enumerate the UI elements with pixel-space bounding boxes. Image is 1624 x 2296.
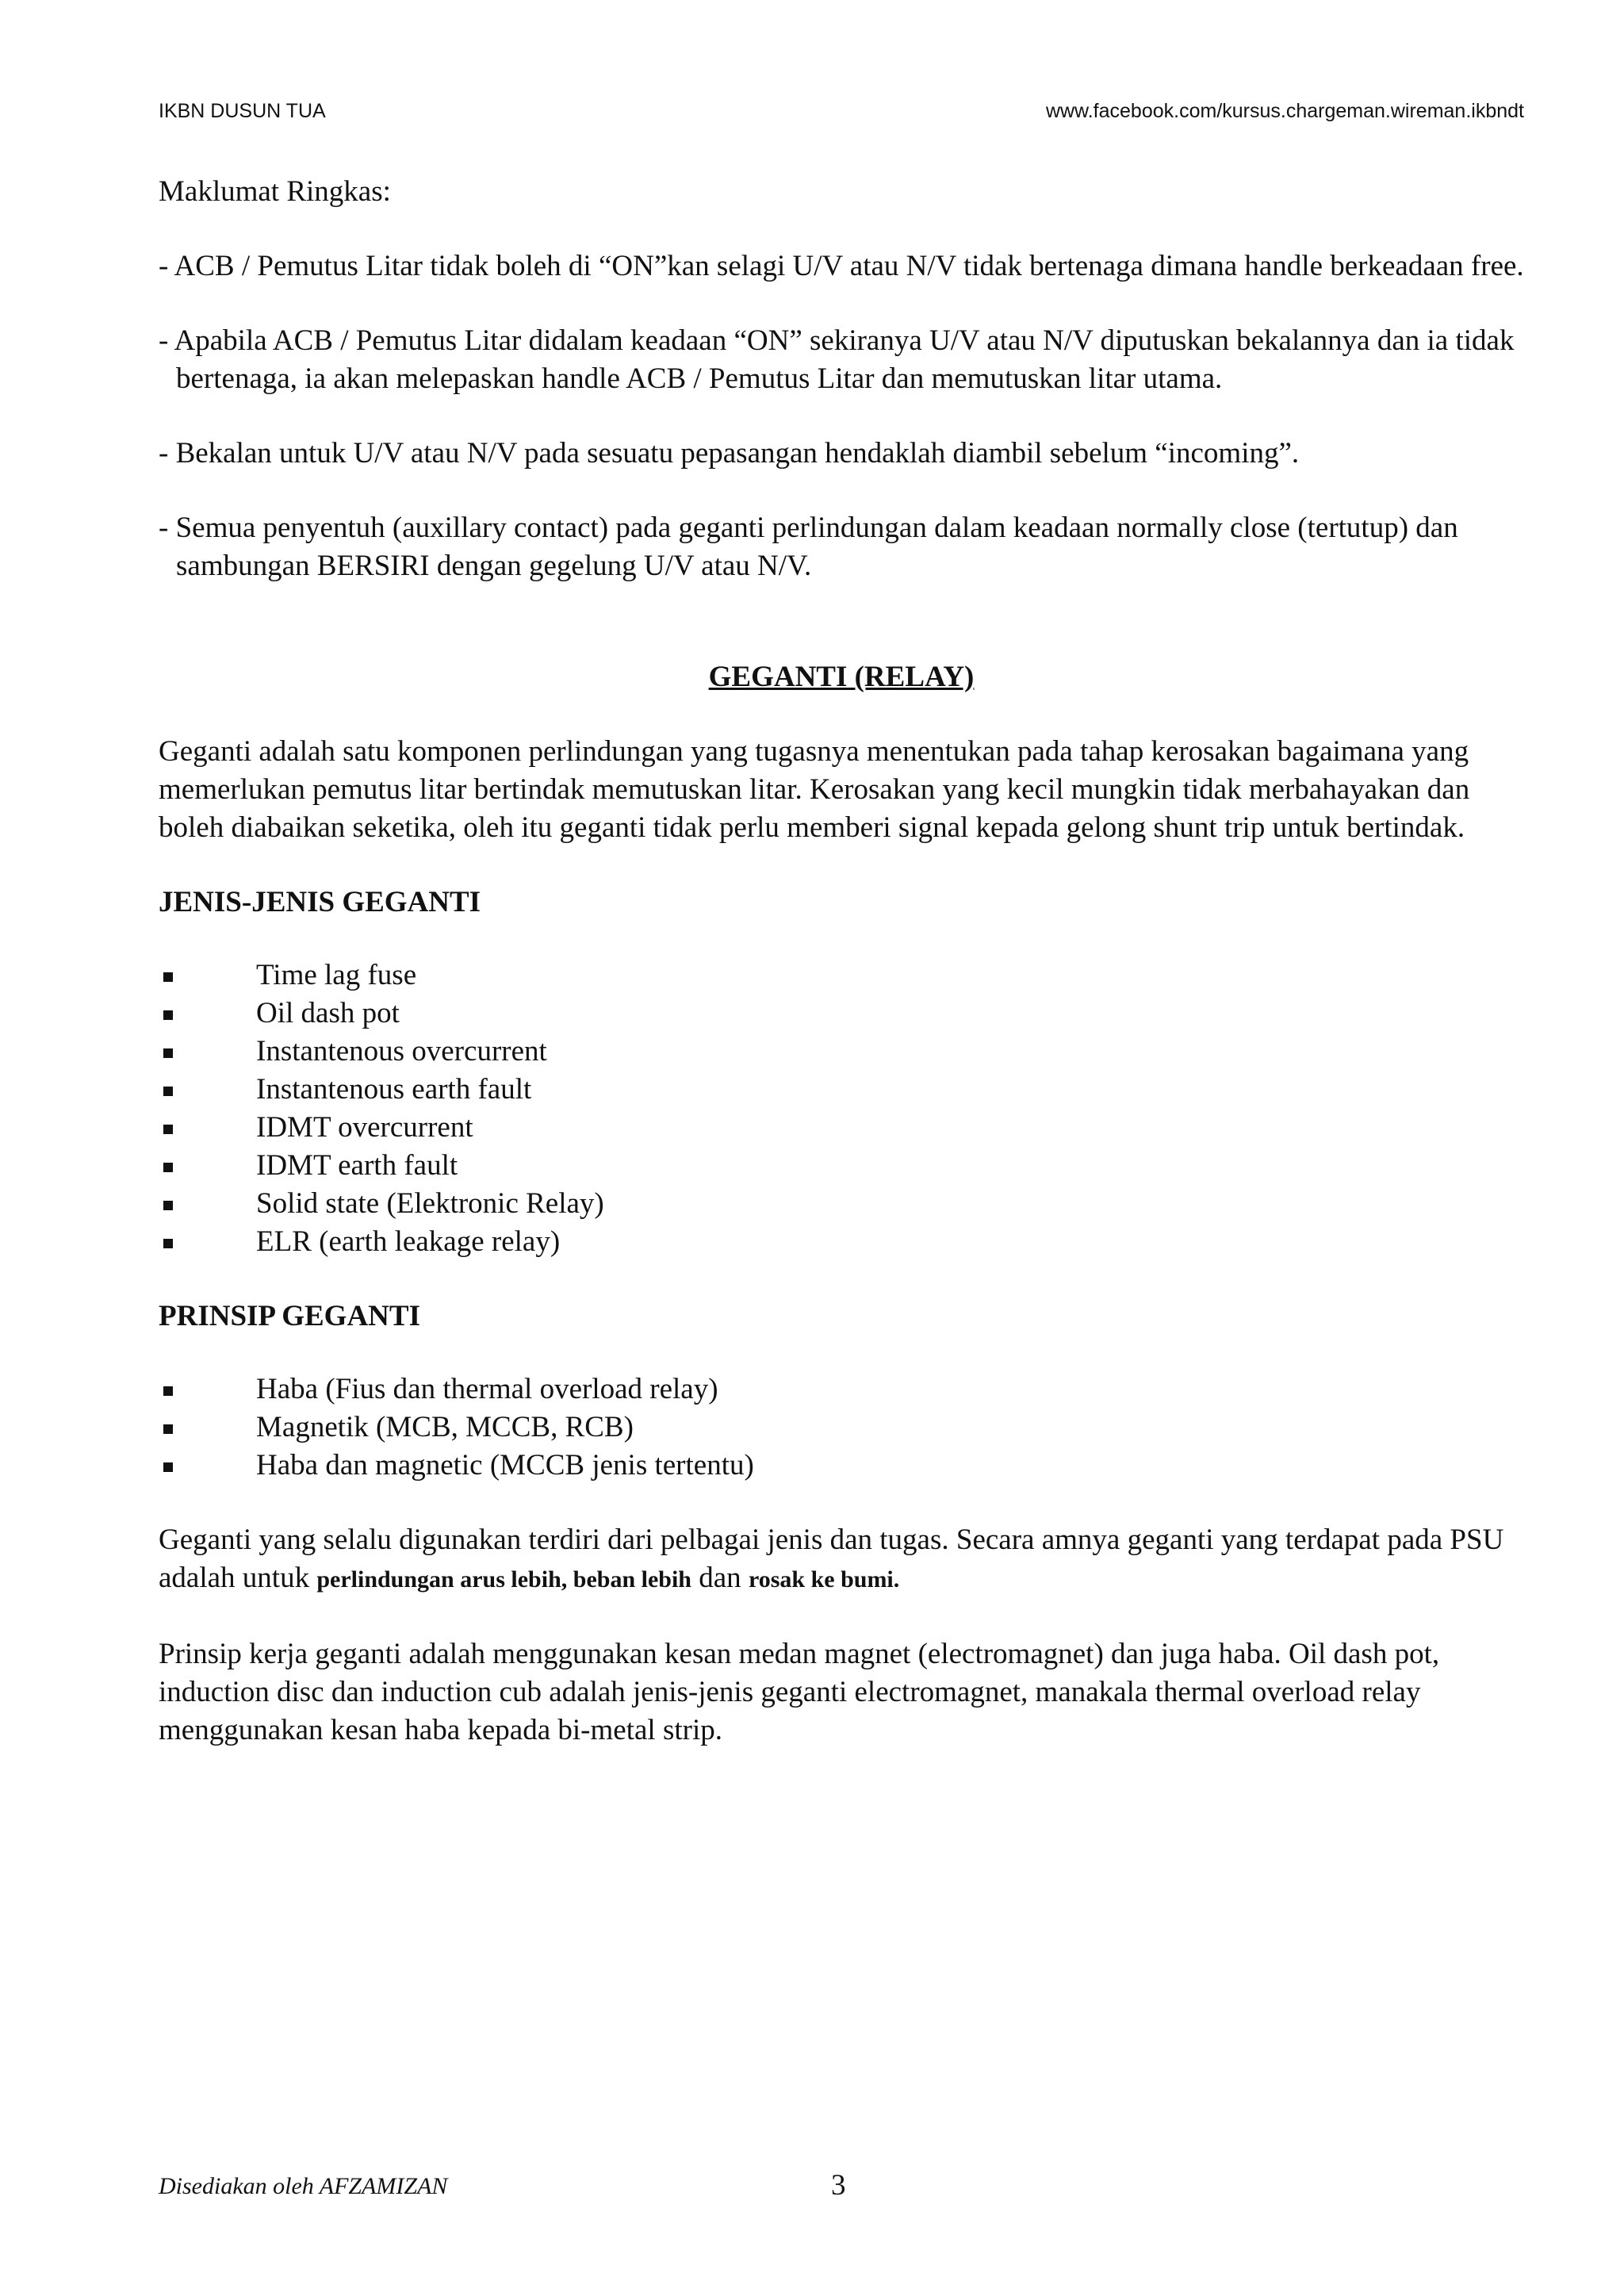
square-bullet-icon [163,1087,173,1096]
types-list [159,956,1524,1261]
header-institution: IKBN DUSUN TUA [159,100,326,122]
square-bullet-icon [163,1201,173,1210]
footer-author: Disediakan oleh AFZAMIZAN [159,2173,448,2199]
square-bullet-icon [163,1125,173,1134]
note-item: - Bekalan untuk U/V atau N/V pada sesuatu pepasangan hendaklah diambil sebelum “incoming”. [159,437,1300,470]
usage-text: dan [691,1562,749,1594]
list-item-text: Haba dan magnetic (MCCB jenis tertentu) [256,1449,754,1481]
note-item: - ACB / Pemutus Litar tidak boleh di “ON”kan selagi U/V atau N/V tidak bertenaga dimana handle berkeadaan free. [159,250,1524,282]
list-item [159,1409,1524,1447]
list-item [159,1071,1524,1109]
usage-emphasis: rosak ke bumi [748,1566,894,1593]
square-bullet-icon [163,1239,173,1248]
header-url: www.facebook.com/kursus.chargeman.wireman.ikbndt [1045,100,1524,122]
list-item [159,1223,1524,1261]
types-heading: JENIS-JENIS GEGANTI [159,886,481,918]
intro-title: Maklumat Ringkas: [159,175,391,208]
list-item [159,1185,1524,1223]
square-bullet-icon [163,1424,173,1434]
list-item-text: Magnetik (MCB, MCCB, RCB) [256,1411,634,1443]
list-item-text: Oil dash pot [256,997,400,1029]
page-footer [159,2169,1524,2213]
page-content [159,173,1524,1786]
list-item [159,1109,1524,1147]
principles-list [159,1370,1524,1485]
list-item-text: Instantenous overcurrent [256,1035,547,1068]
list-item-text: Time lag fuse [256,959,417,991]
section-title: GEGANTI (RELAY) [708,661,975,693]
page-header [159,100,1524,128]
square-bullet-icon [163,1386,173,1396]
list-item [159,995,1524,1033]
square-bullet-icon [163,1010,173,1020]
page-number: 3 [831,2169,846,2202]
usage-paragraph [159,1521,1524,1599]
list-item-text: Instantenous earth fault [256,1073,532,1106]
list-item [159,1033,1524,1071]
list-item-text: Haba (Fius dan thermal overload relay) [256,1373,718,1405]
square-bullet-icon [163,1462,173,1472]
note-item: - Apabila ACB / Pemutus Litar didalam keadaan “ON” sekiranya U/V atau N/V diputuskan bekalannya dan ia tidak bertenaga, ia akan melepaskan handle ACB / Pemutus Litar dan memutuskan litar utama. [159,324,1515,395]
square-bullet-icon [163,1163,173,1172]
list-item-text: Solid state (Elektronic Relay) [256,1187,604,1220]
square-bullet-icon [163,972,173,982]
usage-text: . [893,1566,900,1593]
usage-text: Geganti yang selalu digunakan terdiri dari pelbagai jenis dan tugas. Secara amnya geganti yang terdapat pada PSU adalah untuk [159,1524,1504,1594]
list-item-text: IDMT earth fault [256,1149,458,1182]
list-item-text: IDMT overcurrent [256,1111,473,1144]
usage-emphasis: perlindungan arus lebih, beban lebih [316,1566,691,1593]
list-item [159,956,1524,995]
square-bullet-icon [163,1048,173,1058]
working-paragraph: Prinsip kerja geganti adalah menggunakan kesan medan magnet (electromagnet) dan juga haba. Oil dash pot, induction disc dan induction cub adalah jenis-jenis geganti electromagnet, manakala thermal overload relay menggunakan kesan haba kepada bi-metal strip. [159,1638,1440,1746]
list-item [159,1147,1524,1185]
list-item-text: ELR (earth leakage relay) [256,1225,561,1258]
note-item: - Semua penyentuh (auxillary contact) pada geganti perlindungan dalam keadaan normally close (tertutup) dan sambungan BERSIRI dengan gegelung U/V atau N/V. [159,512,1458,582]
principle-heading: PRINSIP GEGANTI [159,1300,420,1332]
list-item [159,1447,1524,1485]
section-intro: Geganti adalah satu komponen perlindungan yang tugasnya menentukan pada tahap kerosakan bagaimana yang memerlukan pemutus litar bertindak memutuskan litar. Kerosakan yang kecil mungkin tidak merbahayakan dan boleh diabaikan seketika, oleh itu geganti tidak perlu memberi signal kepada gelong shunt trip untuk bertindak. [159,735,1470,844]
list-item [159,1370,1524,1409]
